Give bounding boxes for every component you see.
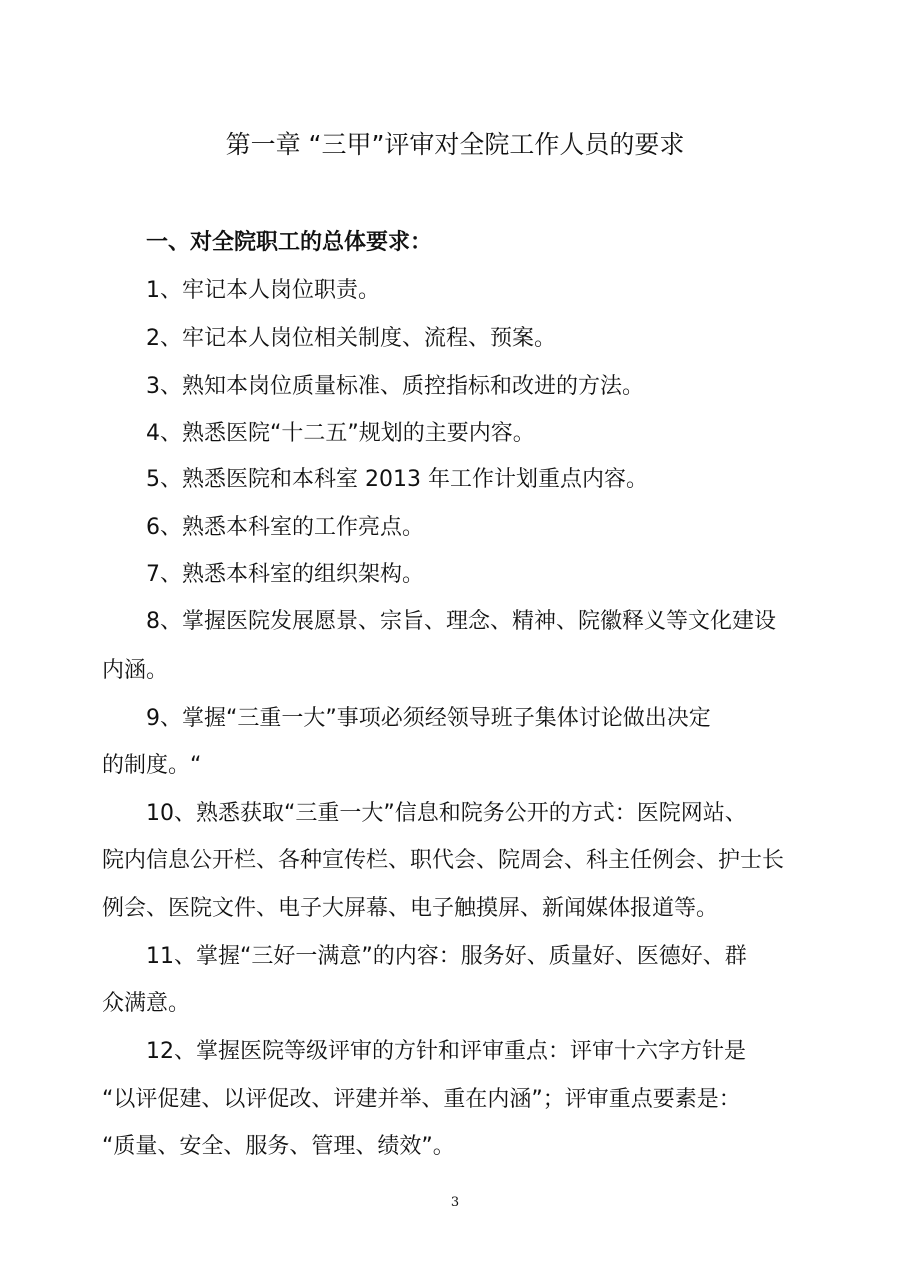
list-item-continuation: “以评促建、以评促改、评建并举、重在内涵”；评审重点要素是： — [102, 1087, 741, 1112]
list-item-continuation: 院内信息公开栏、各种宣传栏、职代会、院周会、科主任例会、护士长 — [102, 848, 785, 873]
list-item-continuation: 内涵。 — [102, 658, 169, 683]
list-item: 4、熟悉医院“十二五”规划的主要内容。 — [146, 421, 535, 446]
list-item-continuation: 众满意。 — [102, 991, 191, 1016]
list-item: 6、熟悉本科室的工作亮点。 — [146, 515, 424, 540]
list-item: 5、熟悉医院和本科室 2013 年工作计划重点内容。 — [146, 467, 648, 492]
list-item: 7、熟悉本科室的组织架构。 — [146, 562, 424, 587]
list-item-continuation: “质量、安全、服务、管理、绩效”。 — [102, 1134, 455, 1159]
section-heading: 一、对全院职工的总体要求： — [146, 230, 433, 255]
list-item: 2、牢记本人岗位相关制度、流程、预案。 — [146, 326, 556, 351]
list-item-continuation: 例会、医院文件、电子大屏幕、电子触摸屏、新闻媒体报道等。 — [102, 896, 719, 921]
list-item: 8、掌握医院发展愿景、宗旨、理念、精神、院徽释义等文化建设 — [146, 609, 776, 634]
list-item: 10、熟悉获取“三重一大”信息和院务公开的方式：医院网站、 — [146, 801, 747, 826]
list-item: 12、掌握医院等级评审的方针和评审重点：评审十六字方针是 — [146, 1039, 746, 1064]
page-number: 3 — [450, 1195, 460, 1210]
list-item: 1、牢记本人岗位职责。 — [146, 278, 380, 303]
list-item: 3、熟知本岗位质量标准、质控指标和改进的方法。 — [146, 374, 644, 399]
list-item: 9、掌握“三重一大”事项必须经领导班子集体讨论做出决定 — [146, 706, 711, 731]
list-item: 11、掌握“三好一满意”的内容：服务好、质量好、医德好、群 — [146, 944, 747, 969]
list-item-continuation: 的制度。“ — [102, 753, 202, 778]
chapter-title: 第一章 “三甲”评审对全院工作人员的要求 — [225, 130, 685, 159]
